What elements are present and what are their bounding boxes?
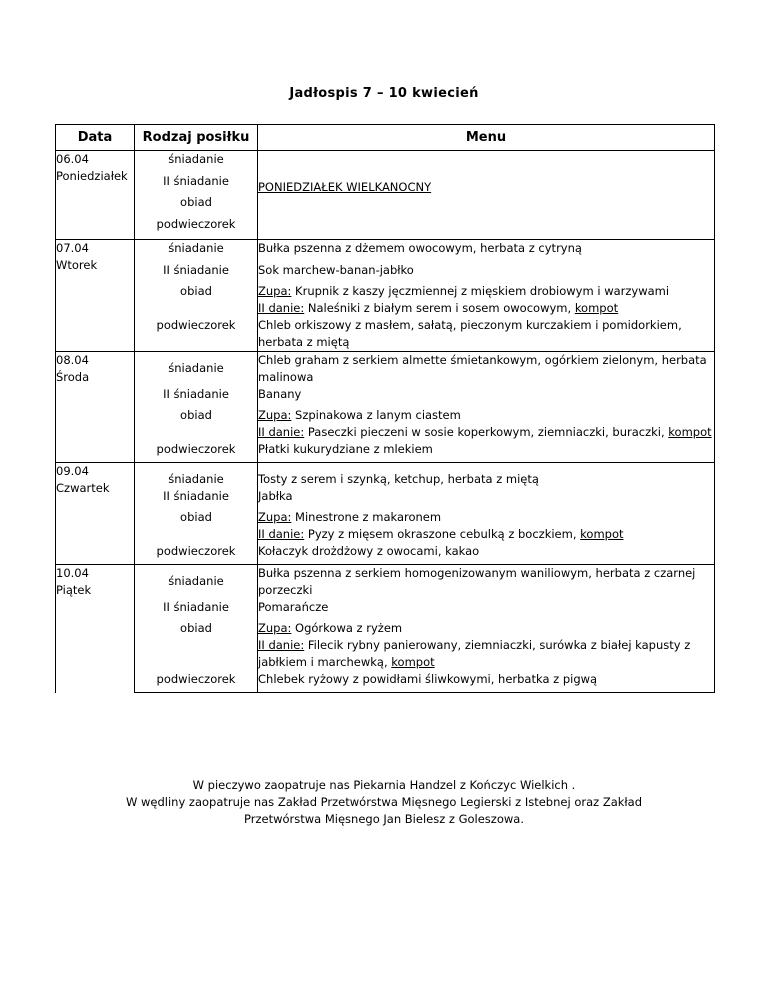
table-row: [56, 317, 715, 352]
table-row: [56, 488, 715, 509]
meal-type: II śniadanie: [135, 488, 258, 509]
day-weekday: Piątek: [56, 583, 92, 597]
table-header-row: [56, 125, 715, 151]
meal-type: śniadanie: [135, 463, 258, 489]
meal-type: śniadanie: [135, 352, 258, 387]
menu-item-lunch: [258, 407, 715, 441]
menu-item-lunch: [258, 283, 715, 317]
meal-type: śniadanie: [135, 240, 258, 263]
footer-note: [0, 777, 768, 828]
main-course-label: II danie:: [258, 301, 305, 315]
main-course-text: Filecik rybny panierowany, ziemniaczki, surówka z białej kapusty z jabłkiem i marchewką,: [258, 638, 691, 669]
soup-text: Szpinakowa z lanym ciastem: [291, 408, 461, 422]
menu-item-lunch: [258, 509, 715, 543]
table-row: [56, 543, 715, 565]
meal-type: obiad: [135, 509, 258, 543]
meal-type: podwieczorek: [135, 317, 258, 352]
meal-type: II śniadanie: [135, 262, 258, 283]
holiday-label: PONIEDZIAŁEK WIELKANOCNY: [258, 180, 432, 194]
kompot-label: kompot: [580, 527, 624, 541]
main-course-text: Pyzy z mięsem okraszone cebulką z boczkiem,: [304, 527, 581, 541]
kompot-label: kompot: [574, 301, 619, 315]
day-date-cell: [56, 240, 135, 352]
day-weekday: Czwartek: [56, 481, 110, 495]
kompot-label: kompot: [391, 655, 435, 669]
menu-item: Kołaczyk drożdżowy z owocami, kakao: [258, 543, 715, 565]
day-date-cell: [56, 151, 135, 240]
meal-type: podwieczorek: [135, 441, 258, 463]
day-date: 08.04: [56, 353, 89, 367]
header-menu: Menu: [258, 125, 715, 151]
meal-type: obiad: [135, 194, 258, 216]
main-course-text: Paseczki pieczeni w sosie koperkowym, ziemniaczki, buraczki,: [304, 425, 669, 439]
soup-text: Minestrone z makaronem: [291, 510, 442, 524]
main-course-label: II danie:: [258, 527, 305, 541]
day-weekday: Wtorek: [56, 258, 98, 272]
menu-item: Bułka pszenna z serkiem homogenizowanym waniliowym, herbata z czarnej porzeczki: [258, 565, 715, 600]
menu-item: Pomarańcze: [258, 599, 715, 620]
main-course-label: II danie:: [258, 425, 305, 439]
header-meal-type: Rodzaj posiłku: [135, 125, 258, 151]
menu-item-lunch: [258, 620, 715, 671]
table-row: [56, 407, 715, 441]
table-row: [56, 671, 715, 693]
meal-type: obiad: [135, 620, 258, 671]
day-date-cell: [56, 565, 135, 693]
menu-item: Płatki kukurydziane z mlekiem: [258, 441, 715, 463]
meal-type: II śniadanie: [135, 173, 258, 194]
footer-line: W wędliny zaopatruje nas Zakład Przetwórstwa Mięsnego Legierski z Istebnej oraz Zakład: [125, 795, 643, 809]
menu-item: Sok marchew-banan-jabłko: [258, 262, 715, 283]
table-row: [56, 509, 715, 543]
day-date: 07.04: [56, 241, 89, 255]
table-row: [56, 463, 715, 489]
page-title: Jadłospis 7 – 10 kwiecień: [289, 86, 479, 101]
menu-item: Bułka pszenna z dżemem owocowym, herbata z cytryną: [258, 240, 715, 263]
menu-item: Chlebek ryżowy z powidłami śliwkowymi, herbatka z pigwą: [258, 671, 715, 693]
meal-type: obiad: [135, 407, 258, 441]
table-row: [56, 565, 715, 600]
meal-type: obiad: [135, 283, 258, 317]
footer-line: W pieczywo zaopatruje nas Piekarnia Handzel z Kończyc Wielkich .: [192, 778, 576, 792]
meal-type: śniadanie: [135, 151, 258, 174]
table-row: [56, 240, 715, 263]
day-date: 10.04: [56, 566, 89, 580]
table-row: [56, 283, 715, 317]
kompot-label: kompot: [668, 425, 712, 439]
meal-type: podwieczorek: [135, 671, 258, 693]
table-row: [56, 620, 715, 671]
meal-type: II śniadanie: [135, 599, 258, 620]
table-row: [56, 151, 715, 174]
header-date: Data: [56, 125, 135, 151]
table-row: [56, 386, 715, 407]
day-date: 06.04: [56, 152, 89, 166]
day-date-cell: [56, 352, 135, 463]
day-weekday: Środa: [56, 370, 90, 384]
menu-item: Chleb orkiszowy z masłem, sałatą, pieczonym kurczakiem i pomidorkiem, herbata z miętą: [258, 317, 715, 352]
soup-label: Zupa:: [258, 284, 292, 298]
menu-item: Banany: [258, 386, 715, 407]
meal-type: podwieczorek: [135, 543, 258, 565]
table-row: [56, 352, 715, 387]
table-row: [56, 599, 715, 620]
footer-line: Przetwórstwa Mięsnego Jan Bielesz z Goleszowa.: [244, 812, 524, 826]
menu-table: [55, 124, 715, 693]
soup-text: Krupnik z kaszy jęczmiennej z mięskiem drobiowym i warzywami: [291, 284, 670, 298]
table-row: [56, 262, 715, 283]
holiday-cell: [258, 151, 715, 240]
soup-label: Zupa:: [258, 510, 292, 524]
meal-type: II śniadanie: [135, 386, 258, 407]
soup-label: Zupa:: [258, 408, 292, 422]
main-course-label: II danie:: [258, 638, 305, 652]
menu-item: Jabłka: [258, 488, 715, 509]
menu-item: Chleb graham z serkiem almette śmietankowym, ogórkiem zielonym, herbata malinowa: [258, 352, 715, 387]
menu-item: Tosty z serem i szynką, ketchup, herbata z miętą: [258, 463, 715, 489]
main-course-text: Naleśniki z białym serem i sosem owocowym,: [304, 301, 575, 315]
day-date: 09.04: [56, 464, 89, 478]
day-date-cell: [56, 463, 135, 565]
meal-type: śniadanie: [135, 565, 258, 600]
meal-type: podwieczorek: [135, 216, 258, 240]
table-row: [56, 441, 715, 463]
soup-label: Zupa:: [258, 621, 292, 635]
day-weekday: Poniedziałek: [56, 169, 128, 183]
soup-text: Ogórkowa z ryżem: [291, 621, 403, 635]
